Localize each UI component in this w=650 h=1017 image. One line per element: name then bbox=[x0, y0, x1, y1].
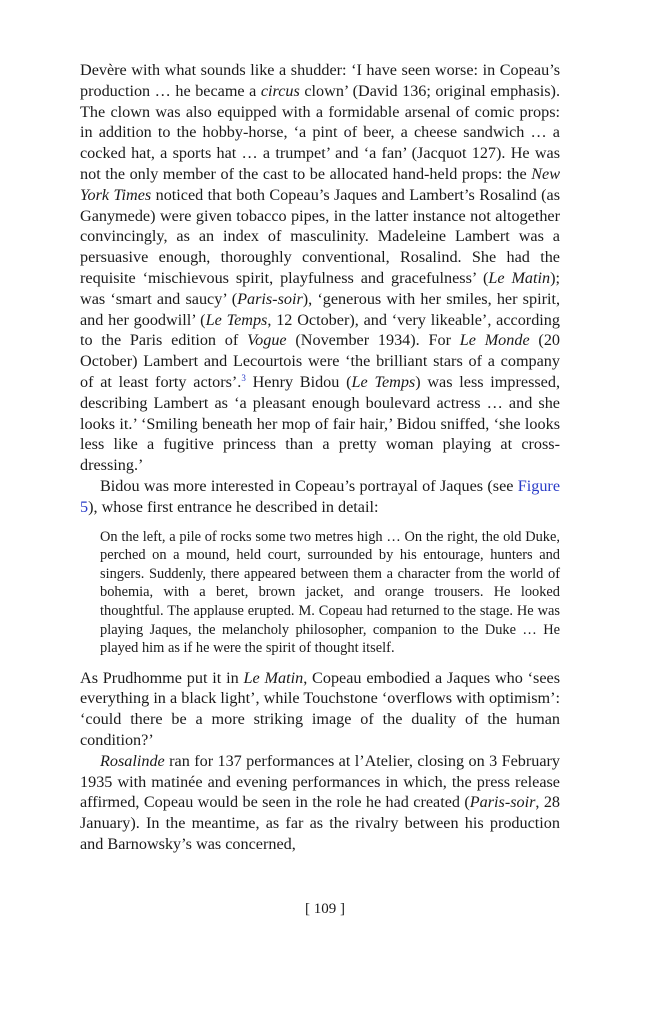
block-quote: On the left, a pile of rocks some two metres high … On the right, the old Duke, perched on a mound, held court, surrounded by his entourage, hunters and singers. Suddenly, there appeared between them a character from the world of bohemia, with a beret, brown jacket, and orange trousers. He looked thoughtful. The applause erupted. M. Copeau had returned to the stage. He was playing Jaques, the melancholy philosopher, companion to the Duke … He played him as if he were the spirit of thought itself. bbox=[100, 528, 560, 657]
paragraph-2: Bidou was more interested in Copeau’s portrayal of Jaques (see Figure 5), whose first entrance he described in detail: bbox=[80, 476, 560, 516]
paragraph-1: Devère with what sounds like a shudder: ‘I have seen worse: in Copeau’s production … he became a circus clown’ (David 136; original emphasis). The clown was also equipped with a formidable arsenal of comic props: in addition to the hobby-horse, ‘a pint of beer, a cheese sandwich … a cocked hat, a sports hat … a trumpet’ and ‘a fan’ (Jacquot 127). He was not the only member of the cast to be allocated hand-held props: the New York Times noticed that both Copeau’s Jaques and Lambert’s Rosalind (as Ganymede) were given tobacco pipes, in the latter instance not altogether convincingly, as an index of masculinity. Madeleine Lambert was a persuasive enough, thoroughly conventional, Rosalind. She had the requisite ‘mischievous spirit, playfulness and gracefulness’ (Le Matin); was ‘smart and saucy’ (Paris-soir), ‘generous with her smiles, her spirit, and her goodwill’ (Le Temps, 12 October), and ‘very likeable’, according to the Paris edition of Vogue (November 1934). For Le Monde (20 October) Lambert and Lecourtois were ‘the brilliant stars of a company of at least forty actors’.$^3$ Henry Bidou (Le Temps) was less impressed, describing Lambert as ‘a pleasant enough boulevard actress … and she looks it.’ ‘Smiling beneath her mop of fair hair,’ Bidou sniffed, ‘she looks less like a fugitive princess than a pretty woman playing at cross-dressing.’ bbox=[80, 61, 561, 475]
paragraph-4: Rosalinde ran for 137 performances at l’Atelier, closing on 3 February 1935 with matinée and evening performances in which, the press release affirmed, Copeau would be seen in the role he had created (Paris-soir, 28 January). In the meantime, as far as the rivalry between his production and Barnowsky’s was concerned, bbox=[80, 751, 561, 854]
paragraph-3: As Prudhomme put it in Le Matin, Copeau embodied a Jaques who ‘sees everything in a black light’, while Touchstone ‘overflows with optimism’: ‘could there be a more striking image of the duality of the human condition?’ bbox=[80, 668, 561, 750]
figure-5-link[interactable]: Figure 5 bbox=[80, 476, 560, 516]
page-body bbox=[80, 60, 560, 855]
page-number: [ 109 ] bbox=[305, 901, 345, 917]
footnote-3-link[interactable]: 3 bbox=[241, 372, 246, 383]
